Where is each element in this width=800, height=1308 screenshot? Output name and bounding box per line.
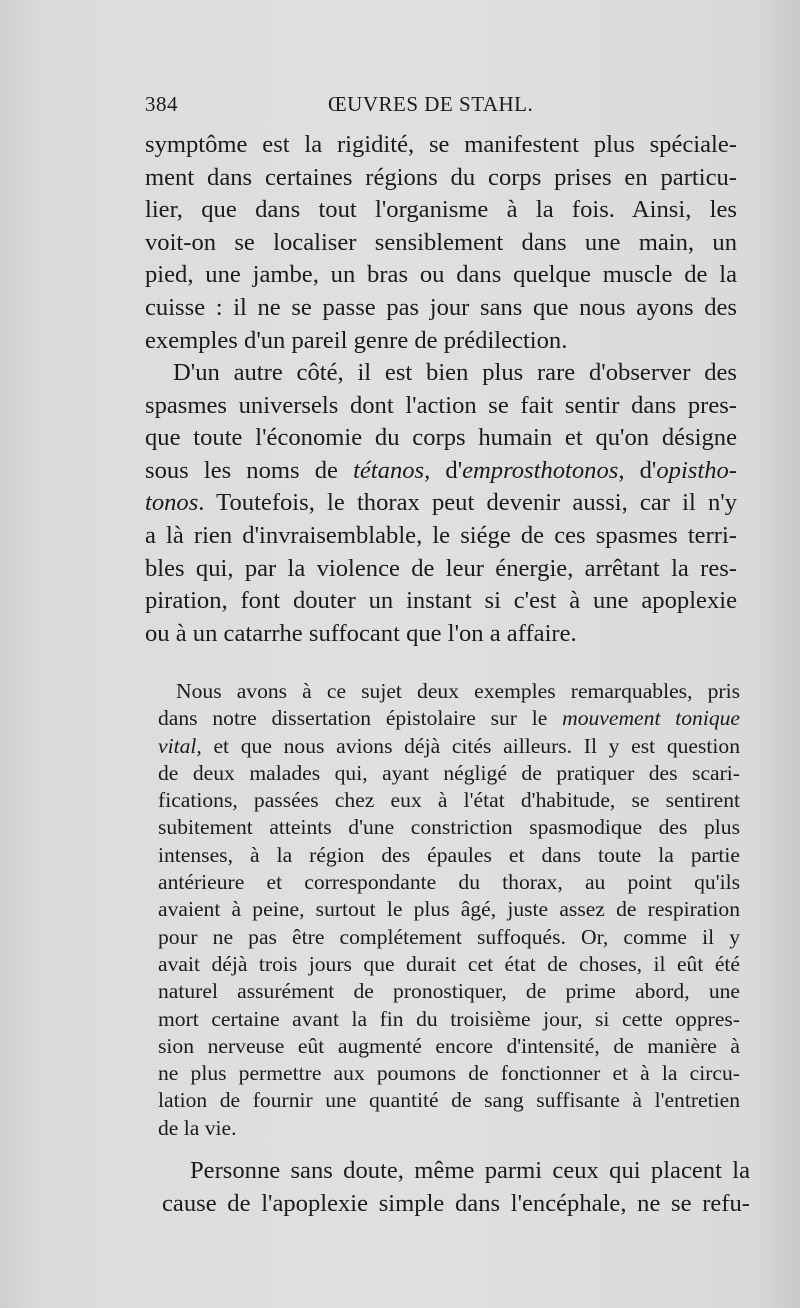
text-fragment: dans notre dissertation épistolaire sur le <box>158 706 563 731</box>
running-title: ŒUVRES DE STAHL. <box>328 92 534 116</box>
text-line: cause de l'apoplexie simple dans l'encéphale, ne se refu- <box>162 1189 750 1217</box>
text-line: sion nerveuse eût augmenté encore d'intensité, de manière à <box>158 1033 740 1058</box>
text-line: a là rien d'invraisemblable, le siége de ces spasmes terri- <box>145 521 737 549</box>
text-line <box>158 733 740 760</box>
text-line: piration, font douter un instant si c'est à une apoplexie <box>145 587 737 615</box>
paragraph-4 <box>162 1155 750 1220</box>
text-line: avait déjà trois jours que durait cet état de choses, il eût été <box>158 951 740 976</box>
text-line: lation de fournir une quantité de sang suffisante à l'entretien <box>158 1088 740 1113</box>
running-header <box>145 88 745 120</box>
text-fragment: , d' <box>618 456 657 484</box>
text-line: D'un autre côté, il est bien plus rare d'observer des <box>173 359 737 386</box>
paragraph-2 <box>145 357 737 650</box>
text-line: antérieure et correspondante du thorax, au point qu'ils <box>158 870 740 895</box>
text-line: de la vie. <box>158 1115 237 1140</box>
text-line: bles qui, par la violence de leur énergie, arrêtant la res- <box>145 554 737 582</box>
page-number: 384 <box>145 92 178 116</box>
text-line <box>145 455 737 488</box>
text-line: cuisse : il ne se passe pas jour sans que nous ayons des <box>145 293 737 321</box>
paragraph-3-case-report <box>158 678 740 1142</box>
text-fragment: . Toutefois, le thorax peut devenir aussi, car il n'y <box>198 489 737 517</box>
text-line: de deux malades qui, ayant négligé de pratiquer des scari- <box>158 760 740 785</box>
text-line: fications, passées chez eux à l'état d'habitude, se sentirent <box>158 788 740 813</box>
italic-term: tonos <box>145 489 199 517</box>
text-line: pied, une jambe, un bras ou dans quelque muscle de la <box>145 261 737 289</box>
text-line: ou à un catarrhe suffocant que l'on a affaire. <box>145 619 577 647</box>
text-line: subitement atteints d'une constriction spasmodique des plus <box>158 815 740 840</box>
text-line: que toute l'économie du corps humain et qu'on désigne <box>145 424 737 452</box>
text-line: pour ne pas être complétement suffoqués. Or, comme il y <box>158 924 740 949</box>
text-line: ne plus permettre aux poumons de fonctionner et à la circu- <box>158 1061 740 1086</box>
text-line <box>145 487 737 520</box>
text-line: Personne sans doute, même parmi ceux qui placent la <box>190 1157 750 1184</box>
text-line: intenses, à la région des épaules et dans toute la partie <box>158 842 740 867</box>
italic-term: opistho- <box>656 456 737 484</box>
text-line: ment dans certaines régions du corps prises en particu- <box>145 163 737 191</box>
text-fragment: d' <box>430 456 463 484</box>
text-line: voit-on se localiser sensiblement dans une main, un <box>145 228 737 256</box>
text-fragment: et que nous avions déjà cités ailleurs. Il y est question <box>201 733 740 758</box>
text-line: spasmes universels dont l'action se fait sentir dans pres- <box>145 391 737 419</box>
text-line <box>158 705 740 732</box>
italic-term: tétanos, <box>353 456 431 484</box>
text-line: Nous avons à ce sujet deux exemples remarquables, pris <box>176 679 740 703</box>
text-line: symptôme est la rigidité, se manifestent plus spéciale- <box>145 131 737 158</box>
italic-term: emprosthotonos <box>462 456 619 484</box>
paragraph-1 <box>145 129 737 357</box>
text-line: exemples d'un pareil genre de prédilection. <box>145 326 568 354</box>
text-fragment: sous les noms de <box>145 456 354 484</box>
text-line: avaient à peine, surtout le plus âgé, juste assez de respiration <box>158 897 740 922</box>
italic-term: vital, <box>158 733 202 758</box>
text-line: mort certaine avant la fin du troisième jour, si cette oppres- <box>158 1006 740 1031</box>
text-line: naturel assurément de pronostiquer, de prime abord, une <box>158 979 740 1004</box>
text-line: lier, que dans tout l'organisme à la fois. Ainsi, les <box>145 196 737 224</box>
italic-term: mouvement tonique <box>562 706 740 731</box>
